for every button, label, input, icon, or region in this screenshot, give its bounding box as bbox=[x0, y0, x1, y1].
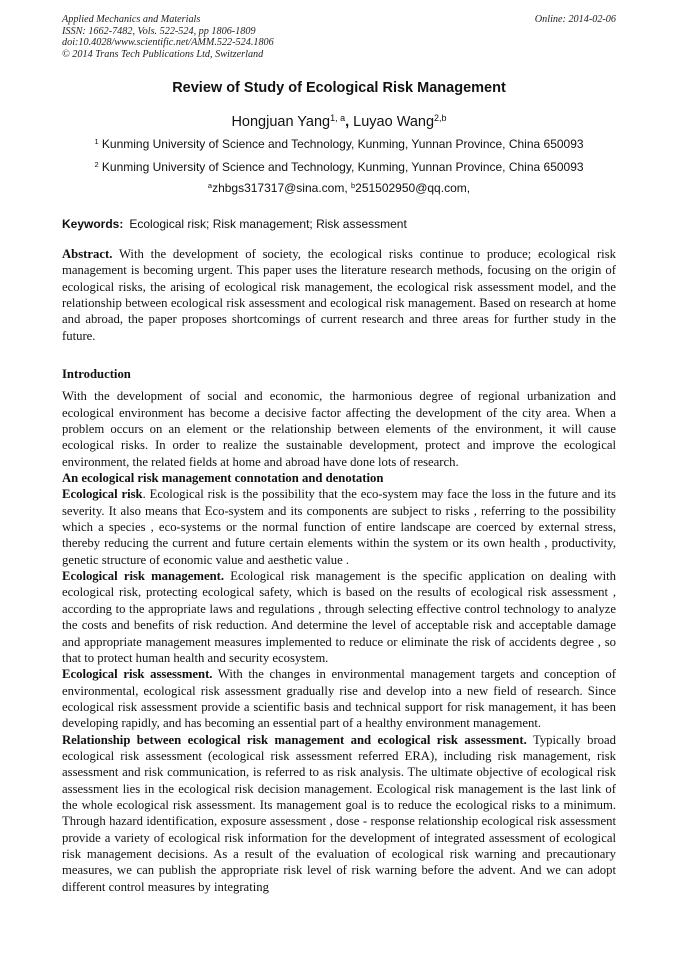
email-link[interactable]: 251502950@qq.com, bbox=[355, 181, 471, 195]
author-list: Hongjuan Yang$^{1, a}$, Luyao Wang$^{2,b}$ bbox=[231, 113, 447, 130]
email-line bbox=[62, 181, 616, 195]
paragraph: With the development of social and economic, the harmonious degree of regional urbanization and ecological environment has become a decisive factor affecting the development of the city area. When a problem occurs on an element or the relationship between elements of the environment, it will cause ecological risks. In order to realize the sustainable development, protect and improve the ecological environment, the related fields at home and abroad have done lots of research. bbox=[62, 389, 616, 469]
online-date: Online: 2014-02-06 bbox=[534, 14, 616, 25]
affiliation-number: 1 bbox=[94, 136, 99, 146]
term-text: With the changes in environmental management targets and conception of environmental, ecological risk assessment gradually rise and develop into a new field of research. Since ecological risk assessment provide a scientific basis and technical support for risk management, it has been developing rapidly, and has becoming an essential part of a healthy environment management. bbox=[62, 667, 616, 731]
term-label: Relationship between ecological risk management and ecological risk assessment. bbox=[62, 732, 527, 747]
abstract-text: With the development of society, the ecological risks continue to produce; ecological risk management is becoming urgent. This paper uses the literature research methods, focusing on the origin of ecological risks, the arising of ecological risk management, the ecological risk assessment model, and the relationship between ecological risk assessment and ecological risk management. Based on research at home and abroad, the paper proposes shortcomings of current research and three areas for further study in the future. bbox=[62, 247, 616, 343]
copyright-line: © 2014 Trans Tech Publications Ltd, Switzerland bbox=[62, 48, 264, 60]
issn-line: ISSN: 1662-7482, Vols. 522-524, pp 1806-1809 bbox=[62, 25, 256, 37]
doi-link[interactable]: doi:10.4028/www.scientific.net/AMM.522-524.1806 bbox=[62, 37, 274, 49]
section-heading: Introduction bbox=[62, 367, 131, 381]
journal-header bbox=[62, 14, 616, 60]
affiliation bbox=[62, 137, 616, 151]
journal-name: Applied Mechanics and Materials bbox=[62, 14, 201, 25]
affiliation bbox=[62, 160, 616, 174]
paragraph bbox=[62, 486, 616, 568]
affiliation-number: 2 bbox=[94, 159, 99, 169]
paragraph bbox=[62, 568, 616, 666]
introduction-section bbox=[62, 366, 616, 895]
affiliation-text: Kunming University of Science and Technology, Kunming, Yunnan Province, China 650093 bbox=[101, 160, 584, 174]
author-name: Luyao Wang bbox=[353, 114, 435, 130]
term-text: Ecological risk management is the specific application on dealing with ecological risk, protecting ecological safety, which is based on the results of ecological risk assessment , according to the appropriate laws and regulations , through selecting effective control technology to analyze the costs and benefits of risk reduction. And determine the level of acceptable risk and acceptable damage and appropriate management measures implemented to reduce or eliminate the risk of accidents degree , so that to protect human health and security ecosystem. bbox=[62, 569, 616, 665]
email-superscript: a bbox=[207, 180, 213, 190]
keywords-text: Ecological risk; Risk management; Risk assessment bbox=[129, 217, 407, 231]
author-name: Hongjuan Yang bbox=[231, 114, 331, 130]
paper-title: Review of Study of Ecological Risk Management bbox=[172, 80, 506, 96]
affiliation-text: Kunming University of Science and Technology, Kunming, Yunnan Province, China 650093 bbox=[101, 137, 584, 151]
term-text: Typically broad ecological risk assessment (ecological risk assessment referred ERA), including risk management, risk assessment and risk communication, is referred to as risk analysis. The ultimate objective of ecological risk assessment lies in the ecological risk decision management. Ecological risk management is the last link of the whole ecological risk assessment. Its management goal is to reduce the ecological risks to a minimum. Through hazard identification, exposure assessment , dose - response relationship ecological risk assessment provide a variety of ecological risk information for the development of integrated assessment of ecological risk management decisions. As a result of the evaluation of ecological risk warning and precautionary measures, we can publish the appropriate risk level of risk warning before the advent. And we can adopt different control measures by integrating bbox=[62, 732, 617, 894]
paragraph bbox=[62, 666, 616, 731]
term-text: . Ecological risk is the possibility that the eco-system may face the loss in the future and its severity. It also means that Eco-system and its components are subject to risks , referring to the possibility which a species , eco-systems or the normal function of entire landscape are coerced by external stress, thereby reducing the current and future certain elements within the system or its own health , productivity, genetic structure of economic value and aesthetic value . bbox=[62, 487, 616, 567]
subsection-heading: An ecological risk management connotation and denotation bbox=[62, 471, 384, 486]
abstract-label: Abstract. bbox=[62, 247, 113, 261]
email-link[interactable]: zhbgs317317@sina.com, bbox=[212, 181, 351, 195]
keywords bbox=[62, 217, 616, 231]
author-superscript: 2,b bbox=[434, 113, 447, 124]
term-label: Ecological risk bbox=[62, 487, 143, 502]
abstract bbox=[62, 246, 616, 344]
term-label: Ecological risk management. bbox=[62, 569, 225, 584]
paragraph bbox=[62, 732, 616, 895]
email-superscript: b bbox=[351, 180, 356, 190]
keywords-label: Keywords: bbox=[62, 217, 124, 231]
term-label: Ecological risk assessment. bbox=[62, 667, 213, 682]
author-superscript: 1, a bbox=[330, 113, 346, 124]
